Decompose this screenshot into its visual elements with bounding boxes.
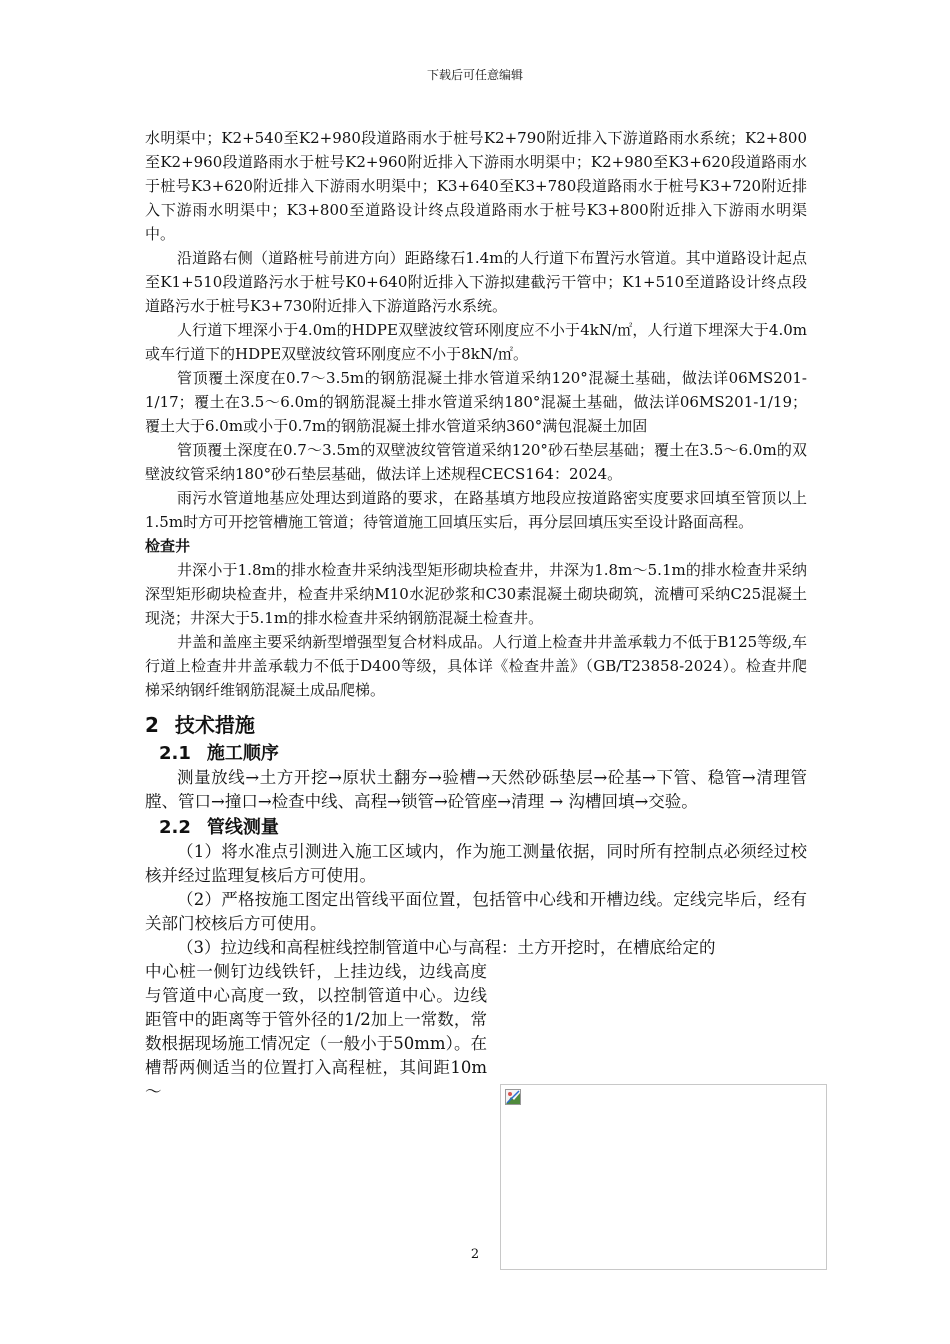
- paragraph: 井深小于1.8m的排水检查井采纳浅型矩形砌块检查井，井深为1.8m～5.1m的排水检查井采纳深型矩形砌块检查井，检查井采纳M10水泥砂浆和C30素混凝土砌块砌筑，流槽可采纳C25混凝土现浇；井深大于5.1m的排水检查井采纳钢筋混凝土检查井。: [145, 561, 807, 627]
- paragraph: （3）拉边线和高程桩线控制管道中心与高程：土方开挖时，在槽底给定的: [177, 938, 716, 957]
- wrapped-paragraph: 中心桩一侧钉边线铁钎，上挂边线，边线高度与管道中心高度一致，以控制管道中心。边线距管中的距离等于管外径的1/2加上一常数，常数根据现场施工情况定（一般小于50mm）。在槽帮两侧适当的位置打入高程桩，其间距10m～: [145, 962, 487, 1101]
- broken-image-icon: [505, 1089, 521, 1105]
- paragraph: 管顶覆土深度在0.7～3.5m的双壁波纹管管道采纳120°砂石垫层基础；覆土在3.5～6.0m的双壁波纹管采纳180°砂石垫层基础，做法详上述规程CECS164：2024。: [145, 441, 807, 483]
- paragraph: （2）严格按施工图定出管线平面位置，包括管中心线和开槽边线。定线完毕后，经有关部门校核后方可使用。: [145, 890, 807, 933]
- paragraph: 沿道路右侧（道路桩号前进方向）距路缘石1.4m的人行道下布置污水管道。其中道路设计起点至K1+510段道路污水于桩号K0+640附近排入下游拟建截污干管中；K1+510至道路设计终点段道路污水于桩号K3+730附近排入下游道路污水系统。: [145, 249, 807, 315]
- image-placeholder: [500, 1084, 827, 1270]
- section-title: 技术措施: [174, 713, 255, 737]
- subsection-title: 管线测量: [206, 817, 279, 838]
- subsection-title: 施工顺序: [206, 743, 279, 764]
- paragraph: 井盖和盖座主要采纳新型增强型复合材料成品。人行道上检查井井盖承载力不低于B125等级,车行道上检查井井盖承载力不低于D400等级，具体详《检查井盖》（GB/T23858-2024）。检查井爬梯采纳钢纤维钢筋混凝土成品爬梯。: [145, 633, 807, 699]
- paragraph: 雨污水管道地基应处理达到道路的要求，在路基填方地段应按道路密实度要求回填至管顶以上1.5m时方可开挖管槽施工管道；待管道施工回填压实后，再分层回填压实至设计路面高程。: [145, 489, 807, 531]
- subsection-number: 2.2: [159, 817, 191, 838]
- subheading-manhole: 检查井: [145, 537, 191, 555]
- paragraph: （1）将水准点引测进入施工区域内，作为施工测量依据，同时所有控制点必须经过校核并经过监理复核后方可使用。: [145, 842, 807, 885]
- paragraph: 人行道下埋深小于4.0m的HDPE双壁波纹管环刚度应不小于4kN/㎡，人行道下埋深大于4.0m或车行道下的HDPE双壁波纹管环刚度应不小于8kN/㎡。: [145, 321, 807, 363]
- paragraph: 管顶覆土深度在0.7～3.5m的钢筋混凝土排水管道采纳120°混凝土基础，做法详06MS201-1/17；覆土在3.5～6.0m的钢筋混凝土排水管道采纳180°混凝土基础，做法详06MS201-1/19；覆土大于6.0m或小于0.7m的钢筋混凝土排水管道采纳360°满包混凝土加固: [145, 369, 807, 435]
- section-heading: [145, 710, 807, 740]
- subsection-number: 2.1: [159, 743, 191, 764]
- document-body: [145, 126, 807, 1104]
- section-number: 2: [145, 713, 159, 737]
- subsection-heading: [159, 816, 807, 840]
- subsection-heading: [159, 742, 807, 766]
- page-header: 下载后可任意编辑: [426, 68, 523, 82]
- page-number: 2: [470, 1247, 480, 1262]
- paragraph: 水明渠中；K2+540至K2+980段道路雨水于桩号K2+790附近排入下游道路雨水系统；K2+800至K2+960段道路雨水于桩号K2+960附近排入下游雨水明渠中；K2+980至K3+620段道路雨水于桩号K3+620附近排入下游雨水明渠中；K3+640至K3+780段道路雨水于桩号K3+720附近排入下游雨水明渠中；K3+800至道路设计终点段道路雨水于桩号K3+800附近排入下游雨水明渠中。: [145, 129, 807, 243]
- sequence-paragraph: 测量放线→土方开挖→原状土翻夯→验槽→天然砂砾垫层→砼基→下管、稳管→清理管膛、管口→撞口→检查中线、高程→锁管→砼管座→清理 → 沟槽回填→交验。: [145, 768, 807, 811]
